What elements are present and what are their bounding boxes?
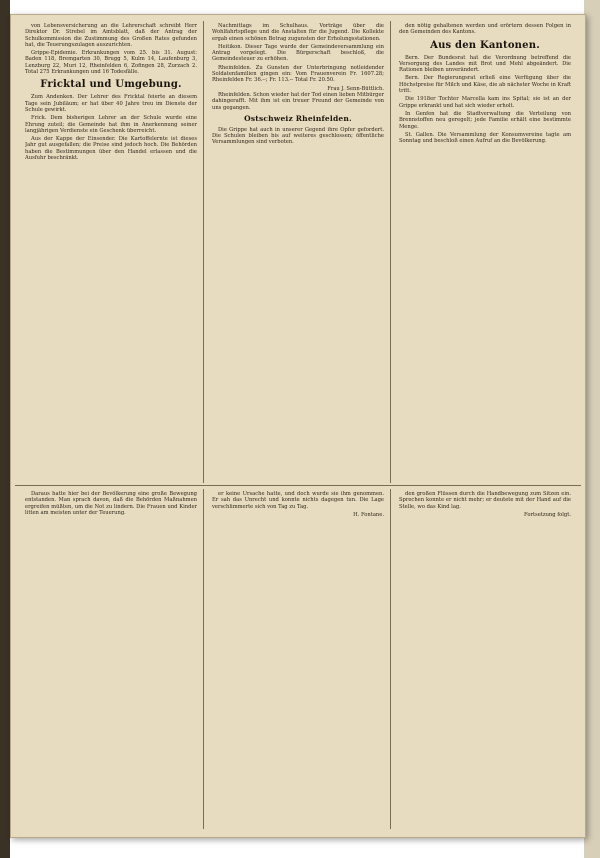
article-paragraph: Aus der Kappe der Einsender. Die Kartoffelernte ist dieses Jahr gut ausgefallen; die Preise sind jedoch hoch. Die Behörden haben die Bestimmungen über den Handel erlassen und die Ausfuhr beschränkt. xyxy=(25,136,197,162)
article-paragraph: Die 1918er Tochter Marcella kam ins Spital; sie ist an der Grippe erkrankt und hat sich wieder erholt. xyxy=(399,96,571,109)
article-paragraph: In Genfen hat die Stadtverwaltung die Verteilung von Brennstoffen neu geregelt; jede Familie erhält eine bestimmte Menge. xyxy=(399,110,571,130)
adjacent-page-edge xyxy=(584,0,600,858)
column-rule-1 xyxy=(203,21,204,483)
feuilleton-column-3 xyxy=(399,491,571,821)
newspaper-page xyxy=(10,14,586,838)
column-rule-2 xyxy=(390,21,391,483)
article-paragraph: Grippe-Epidemie. Erkrankungen vom 25. bis 31. August: Baden 118, Bremgarten 30, Brugg 5, Kulm 14, Laufenburg 3, Lenzburg 22, Muri 12, Rheinfelden 6, Zofingen 28, Zurzach 2. Total 275 Erkrankungen und 16 Todesfälle. xyxy=(25,50,197,76)
feuilleton-column-2 xyxy=(212,491,384,821)
article-paragraph: den nötig gehaltenen werden und erörtern dessen Folgen in den Gemeinden des Kantons. xyxy=(399,23,571,36)
signature: H. Fontane. xyxy=(353,511,384,518)
article-paragraph: von Lebensversicherung an die Lehrerschaft schreibt Herr Direktor Dr. Strebel im Amtsblatt, daß der Antrag der Schulkommission die Zustimmung des Großen Rates gefunden hat, die Teuerungszulagen auszurichten. xyxy=(25,23,197,48)
feuilleton-rule xyxy=(15,485,581,486)
feuilleton-column-1 xyxy=(25,491,197,821)
column-1 xyxy=(25,23,197,483)
column-2 xyxy=(212,23,384,483)
article-paragraph: Rheinfelden. Schon wieder hat der Tod einen lieben Mitbürger dahingerafft. Mit ihm ist ein treuer Freund der Gemeinde von uns gegangen. xyxy=(212,91,384,111)
article-paragraph: Die Grippe hat auch in unserer Gegend ihre Opfer gefordert. Die Schulen bleiben bis auf weiteres geschlossen; öffentliche Versammlungen sind verboten. xyxy=(212,126,384,146)
article-paragraph: Bern. Der Regierungsrat erließ eine Verfügung über die Höchstpreise für Milch und Käse, die ab nächster Woche in Kraft tritt. xyxy=(399,75,571,95)
page-binding-edge xyxy=(0,0,10,858)
article-paragraph: Rheinfelden. Zu Gunsten der Unterbringung notleidender Soldatenfamilien gingen ein: Vom Frauenverein Fr. 1607.28; Rheinfelden Fr. 36.--; Fr. 113.-- Total Fr. 20.50. xyxy=(212,64,384,84)
signature: Frau J. Senn-Büttlich. xyxy=(327,85,384,92)
section-heading: Fricktal und Umgebung. xyxy=(40,79,182,91)
feuilleton-paragraph: den großen Flüssen durch die Handbewegung zum Sitzen ein. Sprechen konnte er nicht mehr; er deutete mit der Hand auf die Stelle, wo das Kind lag. xyxy=(399,491,571,510)
article-paragraph: St. Gallen. Die Versammlung der Konsumvereine tagte am Sonntag und beschloß einen Aufruf an die Bevölkerung. xyxy=(399,131,571,145)
article-paragraph: Heitikon. Dieser Tage wurde der Gemeindeversammlung ein Antrag vorgelegt. Die Bürgerschaft beschloß, die Gemeindesteuer zu erhöhen. xyxy=(212,43,384,63)
article-paragraph: Bern. Der Bundesrat hat die Verordnung betreffend die Versorgung des Landes mit Brot und Mehl abgeändert. Die Rationen bleiben unverändert. xyxy=(399,54,571,74)
article-paragraph: Frick. Dem bisherigen Lehrer an der Schule wurde eine Ehrung zuteil; die Gemeinde hat ihm in Anerkennung seiner langjährigen Verdienste ein Geschenk überreicht. xyxy=(25,115,197,134)
continuation-note: Fortsetzung folgt. xyxy=(524,511,571,518)
article-paragraph: Zum Andenken. Der Lehrer des Fricktal feierte an diesem Tage sein Jubiläum; er hat über 40 Jahre treu im Dienste der Schule gewirkt. xyxy=(25,94,197,113)
bottom-column-rule-2 xyxy=(390,489,391,829)
bottom-column-rule-1 xyxy=(203,489,204,829)
feuilleton-paragraph: er keine Ursache hatte, und doch wurde sie ihm genommen. Er sah das Unrecht und konnte nichts dagegen tun. Die Lage verschlimmerte sich von Tag zu Tag. xyxy=(212,491,384,510)
section-heading: Ostschweiz Rheinfelden. xyxy=(244,113,352,123)
feuilleton-paragraph: Daraus hatte hier bei der Bevölkerung eine große Bewegung entstanden. Man sprach davon, daß die Behörden Maßnahmen ergreifen müßten, um die Not zu lindern. Die Frauen und Kinder litten am meisten unter der Teuerung. xyxy=(25,491,197,516)
column-3 xyxy=(399,23,571,483)
section-heading: Aus den Kantonen. xyxy=(430,39,540,51)
article-paragraph: Nachmittags im Schulhaus. Vorträge über die Wohlfahrtspflege und die Anstalten für die Jugend. Die Kollekte ergab einen schönen Betrag zugunsten der Erholungsstationen. xyxy=(212,23,384,42)
